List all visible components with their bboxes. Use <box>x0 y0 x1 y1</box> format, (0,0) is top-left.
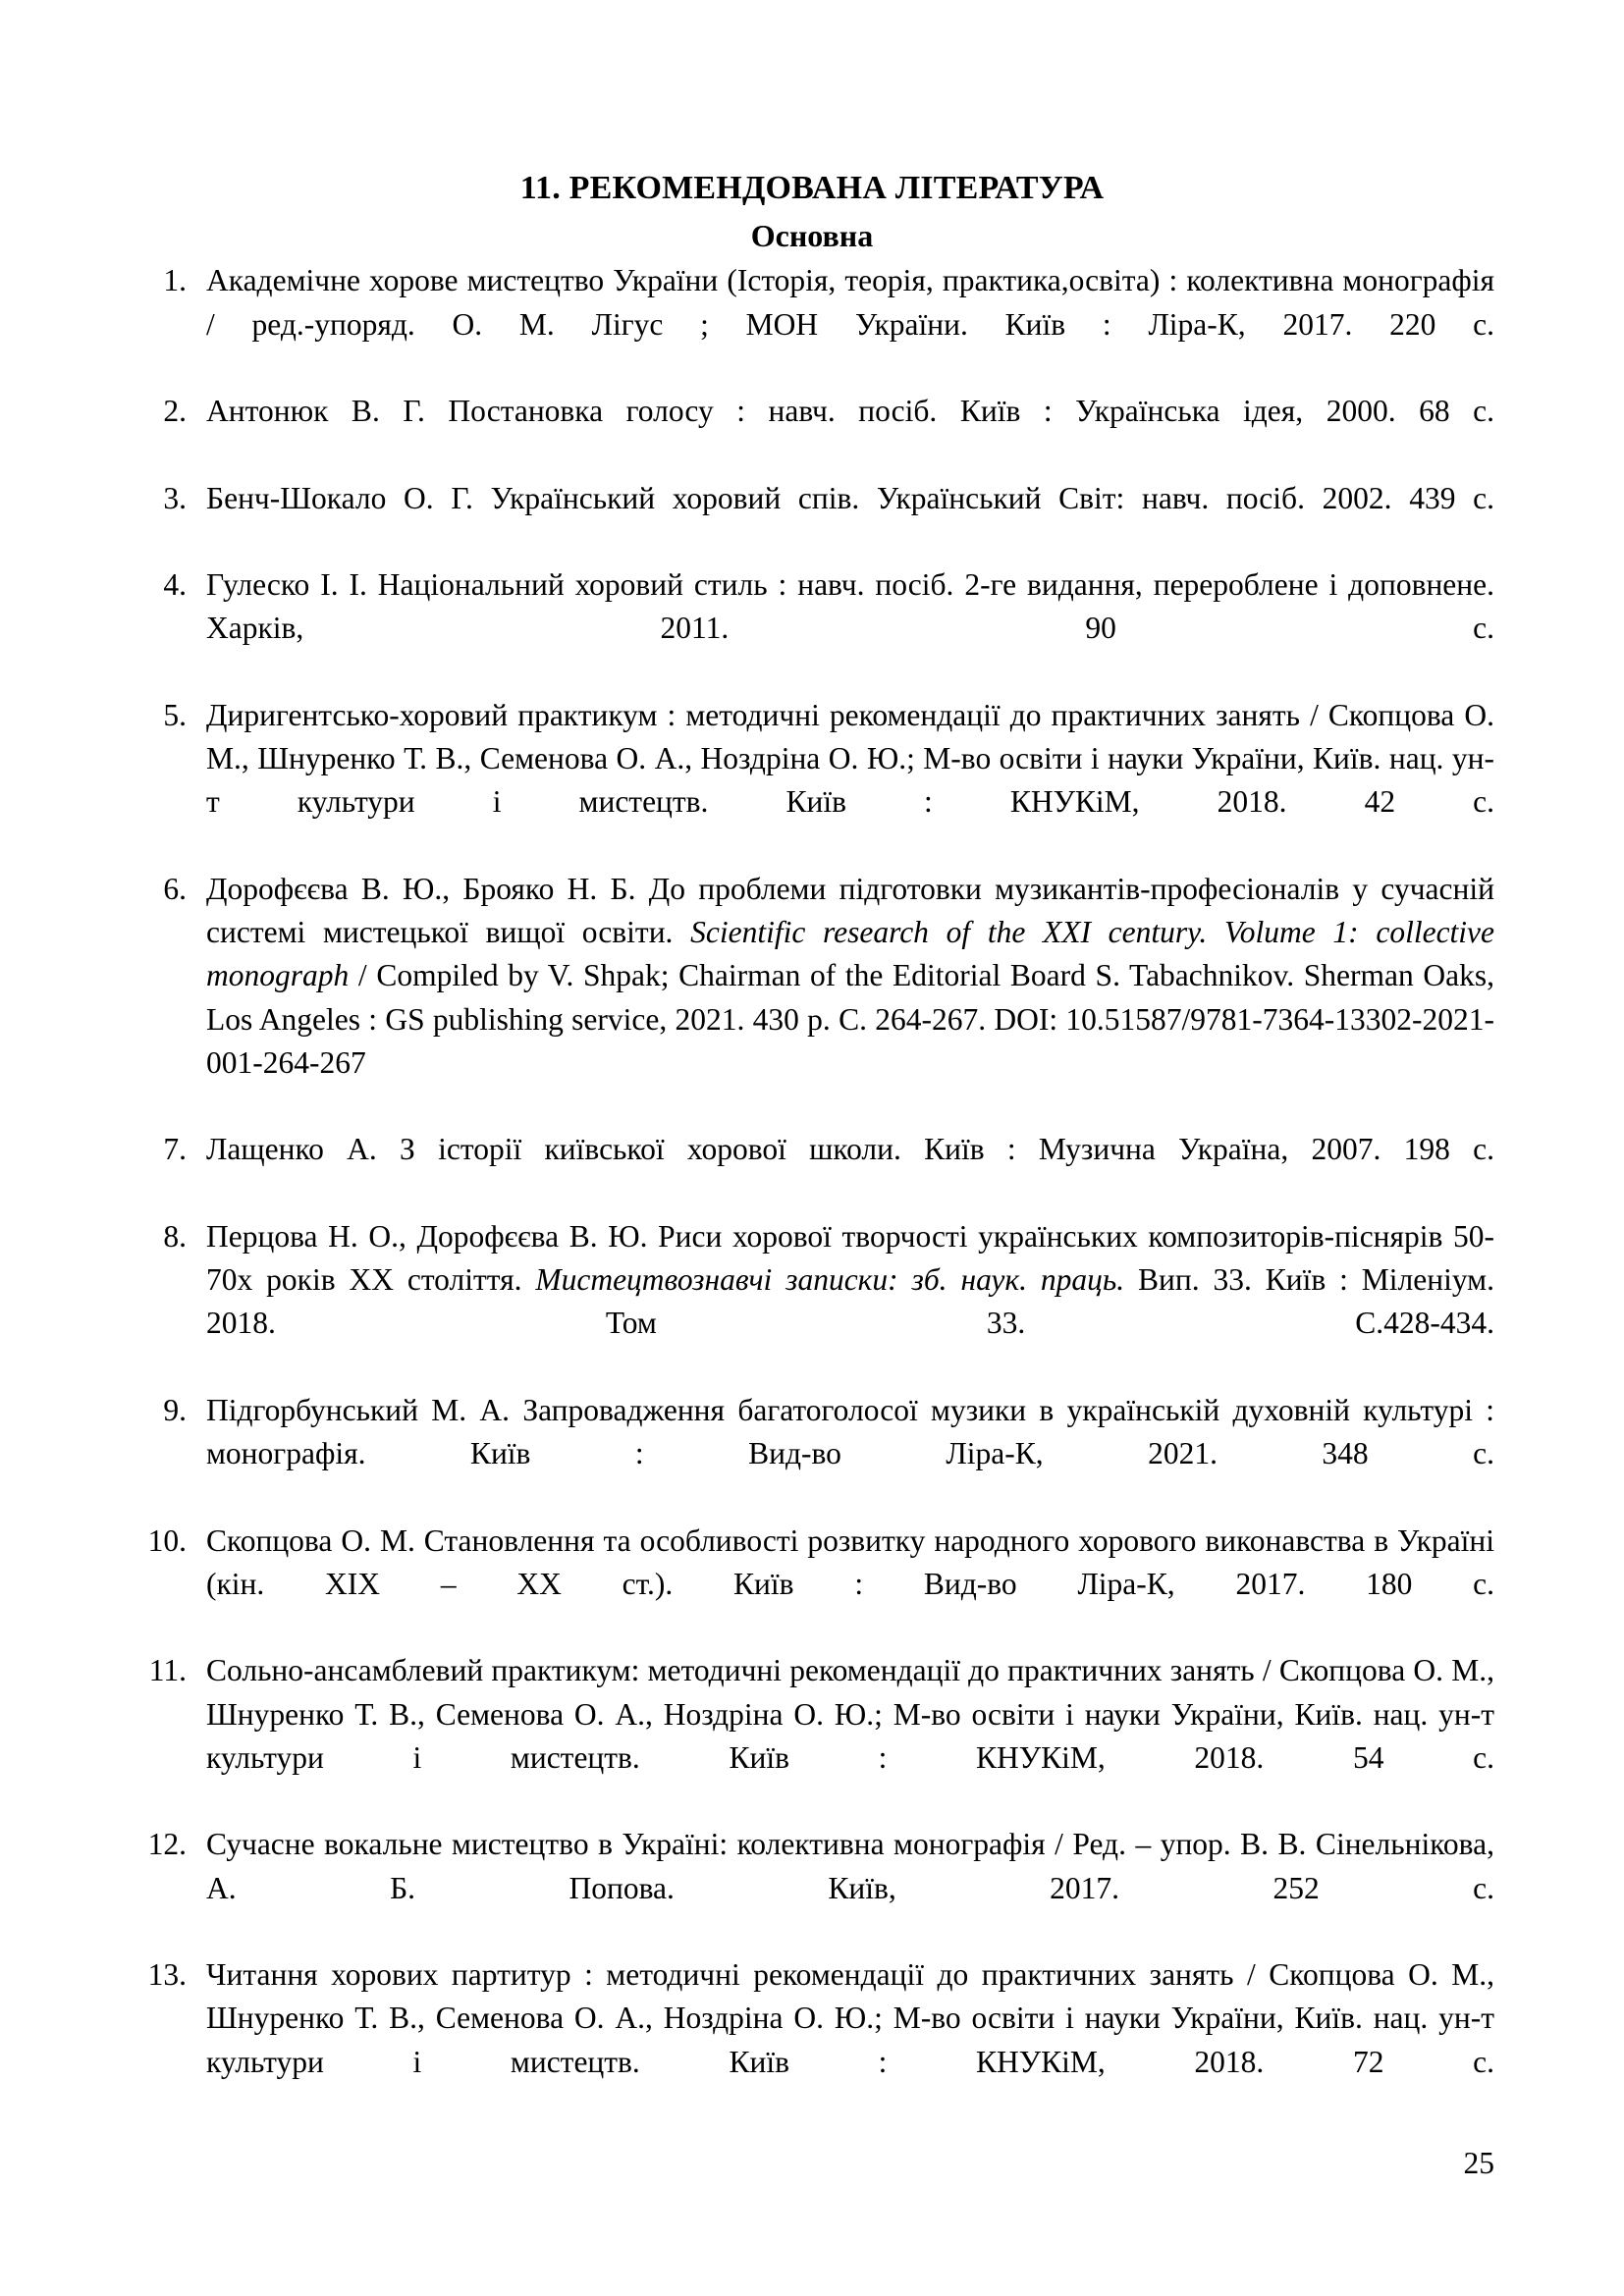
bibliography-entry <box>130 563 1494 694</box>
bibliography-entry-segment: Сучасне вокальне мистецтво в Україні: колективна монографія / Ред. – упор. В. В. Сінельнікова, А. Б. Попова. Київ, 2017. 252 с. <box>206 1827 1494 1905</box>
bibliography-entry-segment: Антонюк В. Г. Постановка голосу : навч. посіб. Київ : Українська ідея, 2000. 68 с. <box>206 394 1494 429</box>
bibliography-entry <box>130 1953 1494 2127</box>
bibliography-entry <box>130 1215 1494 1389</box>
bibliography-entry-segment: Читання хорових партитур : методичні рекомендації до практичних занять / Скопцова О. М., Шнуренко Т. В., Семенова О. А., Ноздріна О. Ю.; М-во освіти і науки України, Київ. нац. ун-т культури і мистецтв. Київ : КНУКіМ, 2018. 72 с. <box>206 1957 1494 2079</box>
bibliography-entry <box>130 1823 1494 1953</box>
bibliography-entry <box>130 477 1494 564</box>
bibliography-entry-text <box>206 1823 1494 1953</box>
bibliography-entry-text <box>206 563 1494 694</box>
section-subtitle: Основна <box>750 217 874 253</box>
bibliography-entry-text <box>206 1389 1494 1520</box>
bibliography-entry <box>130 1649 1494 1823</box>
bibliography-entry-text <box>206 694 1494 868</box>
bibliography-entry-segment: Бенч-Шокало О. Г. Український хоровий спів. Український Світ: навч. посіб. 2002. 439 с. <box>206 480 1494 515</box>
bibliography-entry-italic-segment: Мистецтвознавчі записки: зб. наук. праць. <box>535 1262 1125 1298</box>
bibliography-entry-segment: Гулеско І. І. Національний хоровий стиль : навч. посіб. 2-ге видання, перероблене і доповнене. Харків, 2011. 90 с. <box>206 567 1494 646</box>
bibliography-entry <box>130 259 1494 390</box>
bibliography-entry <box>130 1520 1494 1650</box>
bibliography-entry-segment: Лащенко А. З історії київської хорової школи. Київ : Музична Україна, 2007. 198 с. <box>206 1132 1494 1167</box>
bibliography-entry-segment: / Compiled by V. Shpak; Chairman of the Editorial Board S. Tabachnikov. Sherman Oaks, Los Angeles : GS publishing service, 2021. 430 p. C. 264-267. DOI: 10.51587/9781-7364-13302-2021-001-264-267 <box>206 958 1494 1080</box>
bibliography-entry-segment: Сольно-ансамблевий практикум: методичні рекомендації до практичних занять / Скопцова О. М., Шнуренко Т. В., Семенова О. А., Ноздріна О. Ю.; М-во освіти і науки України, Київ. нац. ун-т культури і мистецтв. Київ : КНУКіМ, 2018. 54 с. <box>206 1653 1494 1775</box>
bibliography-entry <box>130 868 1494 1129</box>
bibliography-entry-italic-segment: Scientific research of the XXI century. Volume 1: collective monograph <box>206 915 1495 993</box>
bibliography-entry-segment: Скопцова О. М. Становлення та особливості розвитку народного хорового виконавства в Україні (кін. XIX – XX ст.). Київ : Вид-во Ліра-К, 2017. 180 с. <box>206 1522 1494 1601</box>
bibliography-entry-segment: Диригентсько-хоровий практикум : методичні рекомендації до практичних занять / Скопцова О. М., Шнуренко Т. В., Семенова О. А., Ноздріна О. Ю.; М-во освіти і науки України, Київ. нац. ун-т культури і мистецтв. Київ : КНУКіМ, 2018. 42 с. <box>206 697 1494 820</box>
bibliography-entry-text <box>206 390 1494 477</box>
bibliography-entry-text <box>206 259 1494 390</box>
bibliography-entry-segment: Підгорбунський М. А. Запровадження багатоголосої музики в українській духовній культурі : монографія. Київ : Вид-во Ліра-К, 2021. 348 с. <box>206 1392 1494 1471</box>
bibliography-entry-segment: Перцова Н. О., Дорофєєва В. Ю. Риси хорової творчості українських композиторів-піснярів 50-70х років ХХ століття. <box>206 1218 1494 1298</box>
bibliography-entry-text <box>206 477 1494 564</box>
bibliography-entry-segment: Дорофєєва В. Ю., Брояко Н. Б. До проблеми підготовки музикантів-професіоналів у сучасній системі мистецької вищої освіти. <box>206 871 1494 950</box>
bibliography-entry-text <box>206 1649 1494 1823</box>
bibliography-entry-segment: Академічне хорове мистецтво України (Історія, теорія, практика,освіта) : колективна монографія / ред.-упоряд. О. М. Лігус ; МОН України. Київ : Ліра-К, 2017. 220 с. <box>206 263 1494 342</box>
bibliography-entry-segment: Вип. 33. Київ : Міленіум. 2018. Том 33. С.428-434. <box>206 1262 1494 1341</box>
bibliography-entry <box>130 1128 1494 1215</box>
bibliography-entry-text <box>206 1215 1494 1389</box>
bibliography-entry-text <box>206 868 1494 1129</box>
bibliography-entry <box>130 1389 1494 1520</box>
page-number: 25 <box>1463 2145 1494 2180</box>
bibliography-entry-text <box>206 1128 1494 1215</box>
bibliography-list <box>130 259 1494 2127</box>
bibliography-entry <box>130 694 1494 868</box>
page-title: 11. РЕКОМЕНДОВАНА ЛІТЕРАТУРА <box>519 170 1105 206</box>
bibliography-entry-text <box>206 1953 1494 2127</box>
bibliography-entry-text <box>206 1520 1494 1650</box>
bibliography-entry <box>130 390 1494 477</box>
